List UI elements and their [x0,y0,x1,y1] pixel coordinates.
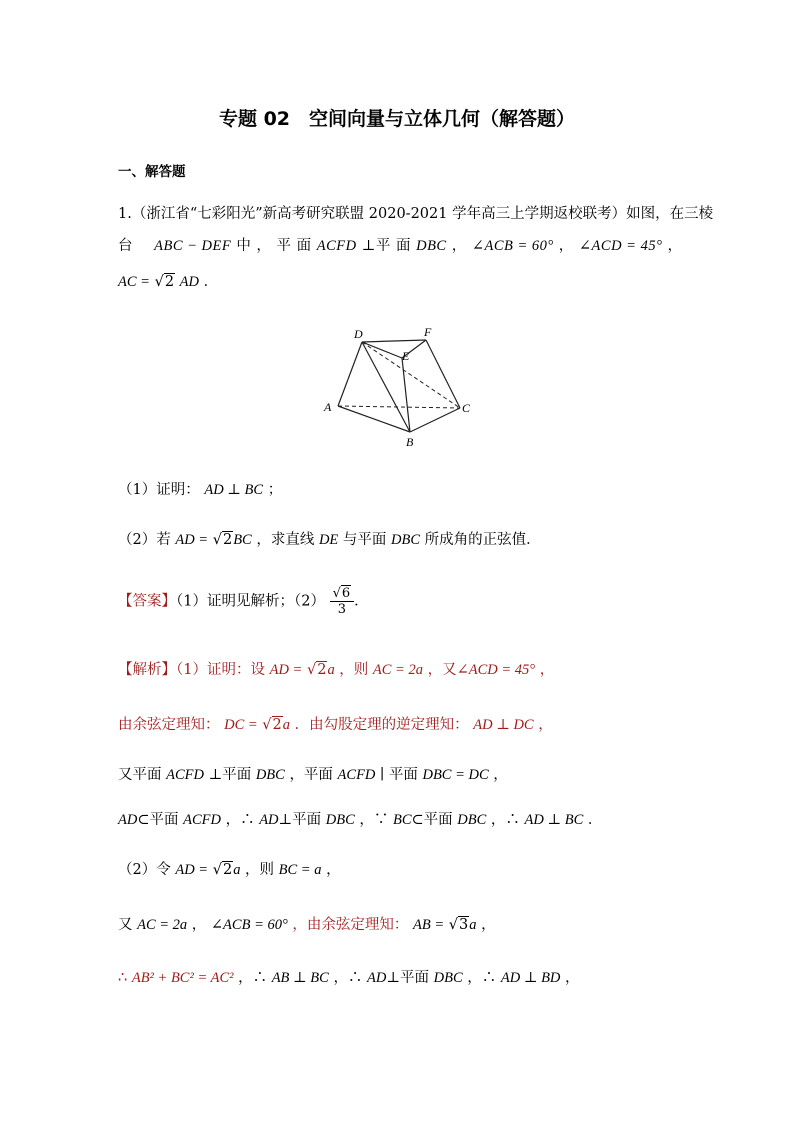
math: AD [179,274,199,290]
text: ⊥平 面 [361,238,411,254]
label-E: E [402,349,410,363]
problem-line-2 [118,234,683,255]
math: AD [367,970,387,986]
text: （1）证明见解析；（2） [176,593,325,610]
sqrt: √2 [262,717,282,733]
math: ACFD [183,812,221,828]
text: ，求直线 [256,532,315,548]
math: AC = [118,274,150,290]
edge-AB [338,406,410,432]
text: ，∵ [359,812,389,828]
math: AD ⊥ BC [524,812,584,828]
math: AD ⊥ DC [473,717,534,733]
text: ， [191,917,207,933]
text: ，则 [245,862,275,878]
text: ⊥平面 [278,812,322,828]
math: AD = [269,662,303,678]
math: ∠ACD = 45° [456,662,536,678]
label-A: A [324,400,332,414]
problem-source: 1.（浙江省“七彩阳光”新高考研究联盟 2020-2021 学年高三上学期返校联考）如图，在三棱 [118,206,714,222]
text: ，∴ [467,970,497,986]
edge-DF [362,340,426,342]
label-B: B [406,435,414,449]
text: ， [539,662,555,678]
math-angle-acd: ∠ACD = 45° [578,238,663,254]
math: DBC [325,812,355,828]
text: 中 ， 平 面 [236,238,312,254]
math: AD = [175,862,209,878]
math: DE [318,532,339,548]
math: AC = 2a [372,662,423,678]
analysis-line-7 [118,966,580,987]
text: ，∴ [490,812,520,828]
math: a [282,717,291,733]
text: ， [493,767,508,783]
text: 由余弦定理知： [118,717,220,733]
math: DBC [433,970,463,986]
math: AB² + BC² = AC² [131,970,234,986]
edge-AC-hidden [338,406,460,408]
text: （2）若 [118,532,171,548]
page-title: 专题 02 空间向量与立体几何（解答题） [218,108,576,130]
text: ． [587,812,603,828]
label-C: C [462,401,471,415]
text: 又平面 [118,767,162,783]
edge-BC [410,408,460,432]
math: a [327,662,335,678]
text: ． [354,593,369,610]
text: ，由余弦定理知： [292,917,409,933]
math: AC = 2a [137,917,188,933]
math-angle-acb: ∠ACB = 60° [471,238,554,254]
text: ，又 [427,662,457,678]
text: ，则 [339,662,369,678]
analysis-line-5 [118,858,341,879]
math: AB = [413,917,445,933]
text: ， [565,970,580,986]
problem-line-1 [118,202,713,223]
math: BC [393,812,412,828]
text: ，平面 [289,767,333,783]
edge-AD [338,342,362,406]
analysis-line-6 [118,913,496,934]
text: ， [667,238,683,254]
math: DBC [391,532,420,548]
text: （2）令 [118,862,171,878]
math: ∠ACB = 60° [210,917,288,933]
math: DBC [255,767,285,783]
analysis-line-1 [118,658,554,679]
math: ACFD [166,767,204,783]
text: ⊥平面 [208,767,252,783]
sqrt: √2 [212,532,233,548]
analysis-tag: 【解析】 [118,662,176,678]
math: AD [118,812,138,828]
math: AD = [175,532,209,548]
math: ACFD [337,767,376,783]
label-F: F [424,325,432,339]
edge-FC [426,340,460,408]
sqrt: √2 [306,662,327,678]
text: ． [203,274,219,290]
math: AD ⊥ BD [500,970,561,986]
label-D: D [354,327,363,341]
edge-EB [402,358,410,432]
math: a [469,917,477,933]
text: （1）证明： [118,482,200,498]
text: ， [451,238,467,254]
math: AD [259,812,279,828]
text: ⊥平面 [386,970,430,986]
analysis-line-3 [118,763,508,784]
fraction: $\frac{√6}{3}$ [330,586,355,617]
analysis-line-2 [118,713,553,734]
question-1 [118,478,282,499]
text: ， [481,917,496,933]
answer-line [118,586,369,617]
text: ∣ 平面 [380,767,418,783]
math-plane-acfd: ACFD [316,238,357,254]
math: BC = a [278,862,322,878]
text: （1）证明：设 [176,662,265,678]
text: ，∴ [238,970,268,986]
text: ， [538,717,553,733]
text: ； [267,482,283,498]
answer-tag: 【答案】 [118,593,176,610]
frustum-figure [318,322,478,457]
text: 与平面 [342,532,387,548]
text: ．由勾股定理的逆定理知： [294,717,469,733]
text: 又 [118,917,133,933]
math: DBC = DC [422,767,489,783]
question-2 [118,528,541,549]
math: DBC [457,812,487,828]
text: ，∴ [225,812,255,828]
math: a [233,862,241,878]
math-frustum: ABC − DEF [154,238,232,254]
text: 所成角的正弦值． [424,532,541,548]
text: ， [558,238,574,254]
math-plane-dbc: DBC [416,238,447,254]
analysis-line-4 [118,808,602,829]
text: ，∴ [333,970,363,986]
sqrt: √3 [448,917,469,933]
text: 台 [118,238,133,254]
text: ⊂平面 [411,812,453,828]
problem-line-3 [118,270,218,291]
math: AB ⊥ BC [271,970,329,986]
math: BC [233,532,252,548]
sqrt: √2 [154,274,175,290]
text: ⊂平面 [137,812,179,828]
sqrt: √2 [212,862,233,878]
text: ， [326,862,341,878]
math: AD ⊥ BC [204,482,264,498]
section-heading: 一、解答题 [118,164,186,180]
text: ∴ [118,970,128,986]
math: DC = [224,717,258,733]
